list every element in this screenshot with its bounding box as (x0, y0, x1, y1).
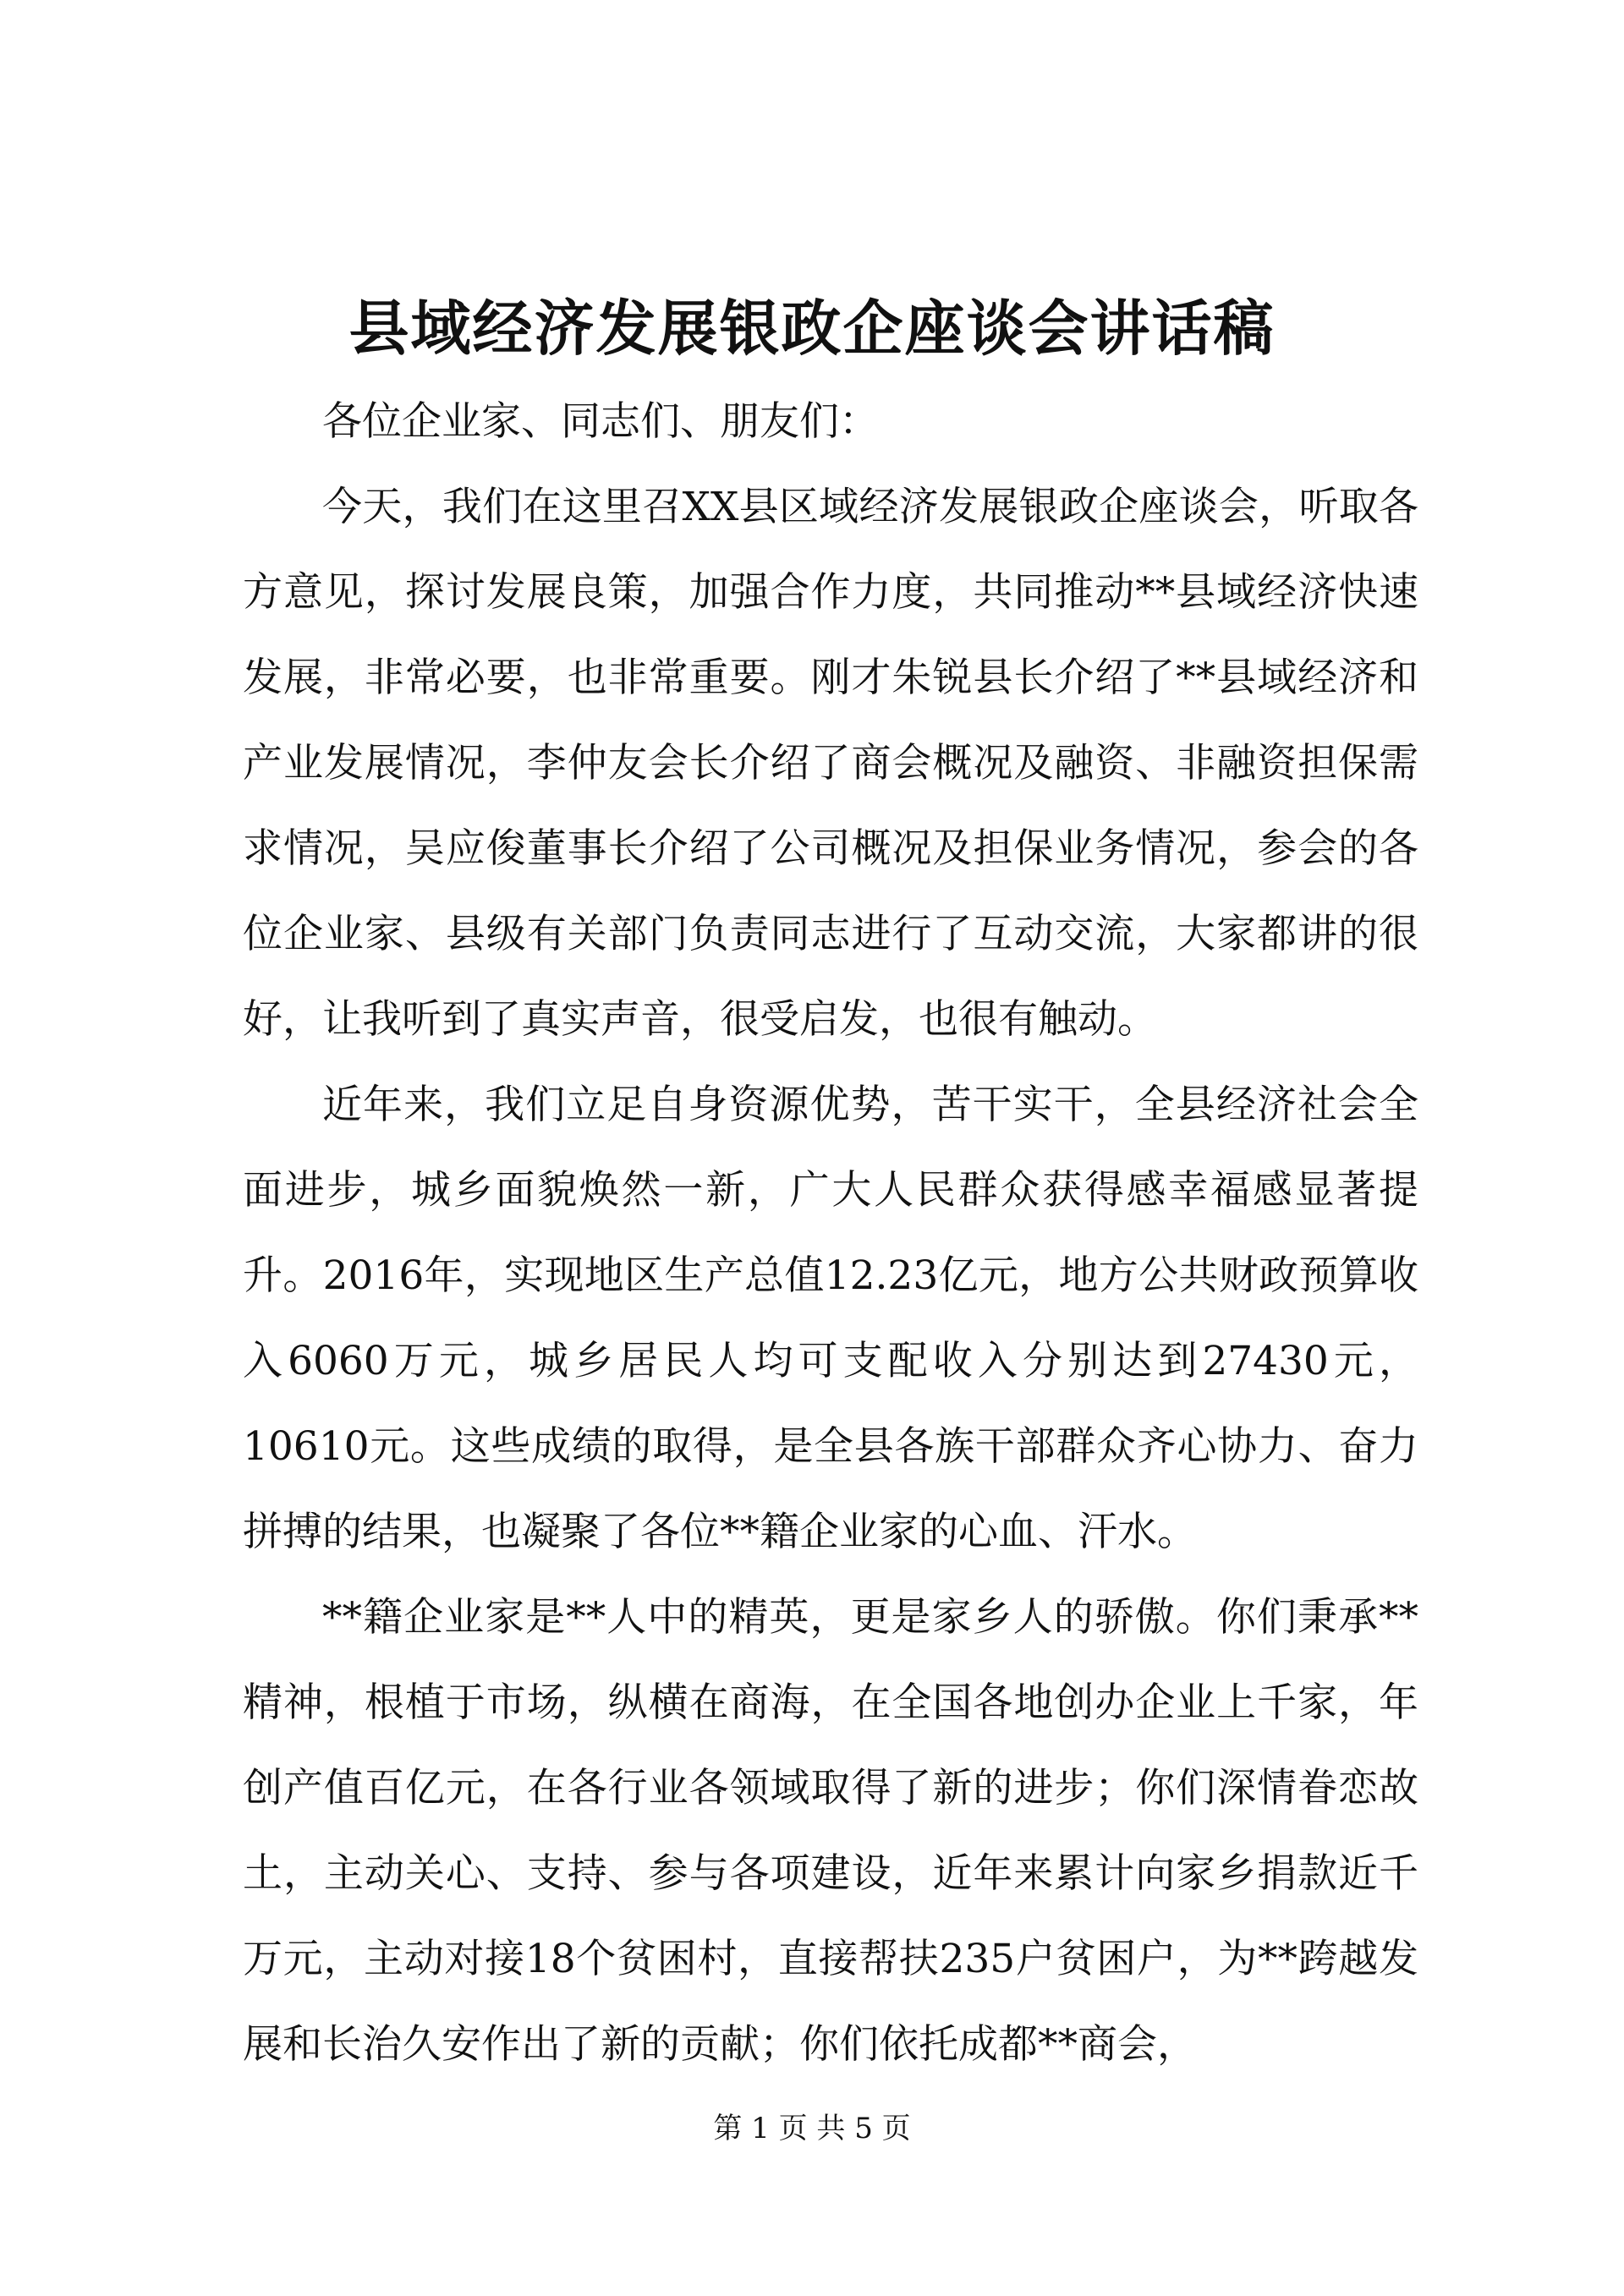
salutation-paragraph: 各位企业家、同志们、朋友们： (322, 398, 879, 445)
body-paragraph: **籍企业家是**人中的精英，更是家乡人的骄傲。你们秉承**精神，根植于市场，纵横在商海，在全国各地创办企业上千家，年创产值百亿元，在各行业各领域取得了新的进步；你们深情眷恋故土，主动关心、支持、参与各项建设，近年来累计向家乡捐款近千万元，主动对接18个贫困村，直接帮扶235户贫困户，为**跨越发展和长治久安作出了新的贡献；你们依托成都**商会， (243, 1594, 1418, 2068)
document-title: 县域经济发展银政企座谈会讲话稿 (348, 293, 1276, 364)
document-body (243, 379, 1418, 2087)
body-paragraph: 近年来，我们立足自身资源优势，苦干实干，全县经济社会全面进步，城乡面貌焕然一新，广大人民群众获得感幸福感显著提升。2016年，实现地区生产总值12.23亿元，地方公共财政预算收入6060万元，城乡居民人均可支配收入分别达到27430元，10610元。这些成绩的取得，是全县各族干部群众齐心协力、奋力拼搏的结果，也凝聚了各位**籍企业家的心血、汗水。 (243, 1082, 1418, 1555)
page-number-footer: 第 1 页 共 5 页 (713, 2112, 911, 2145)
body-paragraph: 今天，我们在这里召XX县区域经济发展银政企座谈会，听取各方意见，探讨发展良策，加强合作力度，共同推动**县域经济快速发展，非常必要，也非常重要。刚才朱锐县长介绍了**县域经济和产业发展情况，李仲友会长介绍了商会概况及融资、非融资担保需求情况，吴应俊董事长介绍了公司概况及担保业务情况，参会的各位企业家、县级有关部门负责同志进行了互动交流，大家都讲的很好，让我听到了真实声音，很受启发，也很有触动。 (243, 484, 1418, 1043)
